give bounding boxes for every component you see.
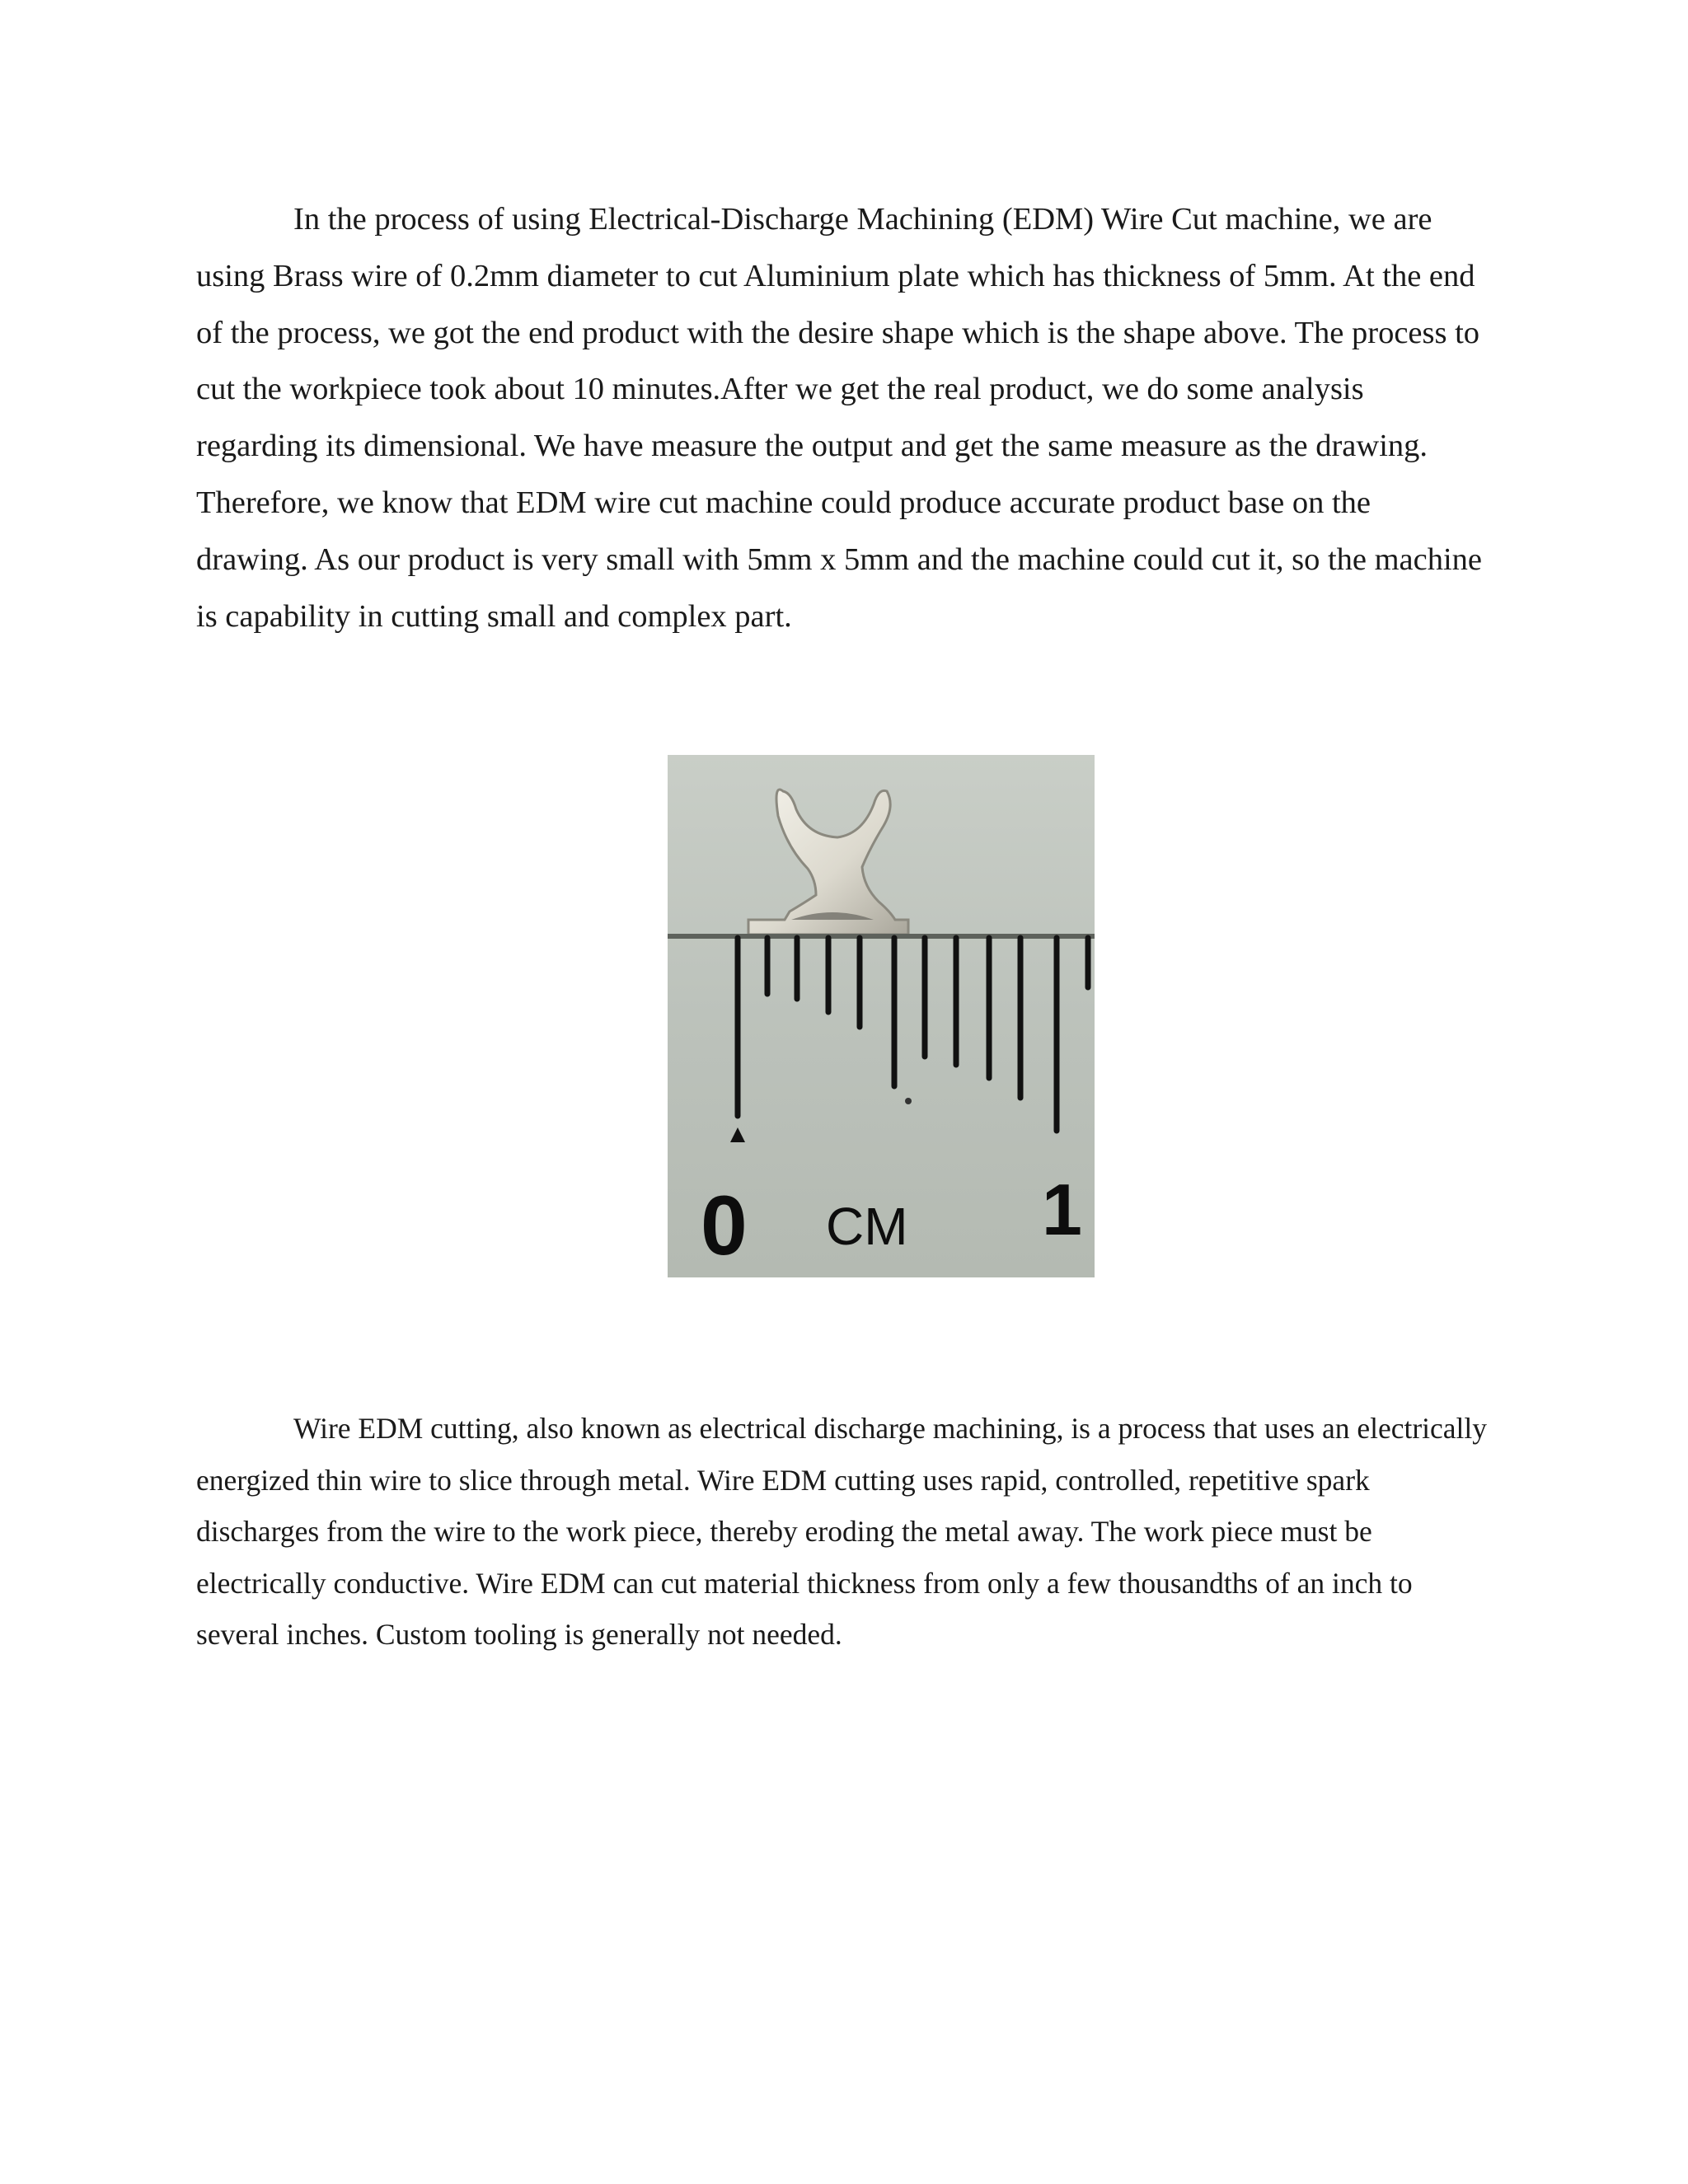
edm-part-on-ruler-photo (668, 755, 1095, 1277)
photo-speck (905, 1098, 912, 1104)
paragraph-wire-edm-definition (196, 1403, 1490, 1661)
ruler-label-zero: 0 (701, 1179, 748, 1272)
ruler-label-one: 1 (1042, 1169, 1082, 1250)
ruler-label-cm: CM (826, 1197, 908, 1256)
paragraph-edm-process (196, 191, 1490, 644)
paragraph-text: Wire EDM cutting, also known as electrical discharge machining, is a process that uses an electrically energized thin wire to slice through metal. Wire EDM cutting uses rapid, controlled, repetitive spark discharges from the wire to the work piece, thereby eroding the metal away. The work piece must be electrically conductive. Wire EDM can cut material thickness from only a few thousandths of an inch to several inches. Custom tooling is generally not needed. (196, 1412, 1488, 1651)
paragraph-text: In the process of using Electrical-Discharge Machining (EDM) Wire Cut machine, we are using Brass wire of 0.2mm diameter to cut Aluminium plate which has thickness of 5mm. At the end of the process, we got the end product with the desire shape which is the shape above. The process to cut the workpiece took about 10 minutes.After we get the real product, we do some analysis regarding its dimensional. We have measure the output and get the same measure as the drawing. Therefore, we know that EDM wire cut machine could produce accurate product base on the drawing. As our product is very small with 5mm x 5mm and the machine could cut it, so the machine is capability in cutting small and complex part. (196, 202, 1483, 634)
